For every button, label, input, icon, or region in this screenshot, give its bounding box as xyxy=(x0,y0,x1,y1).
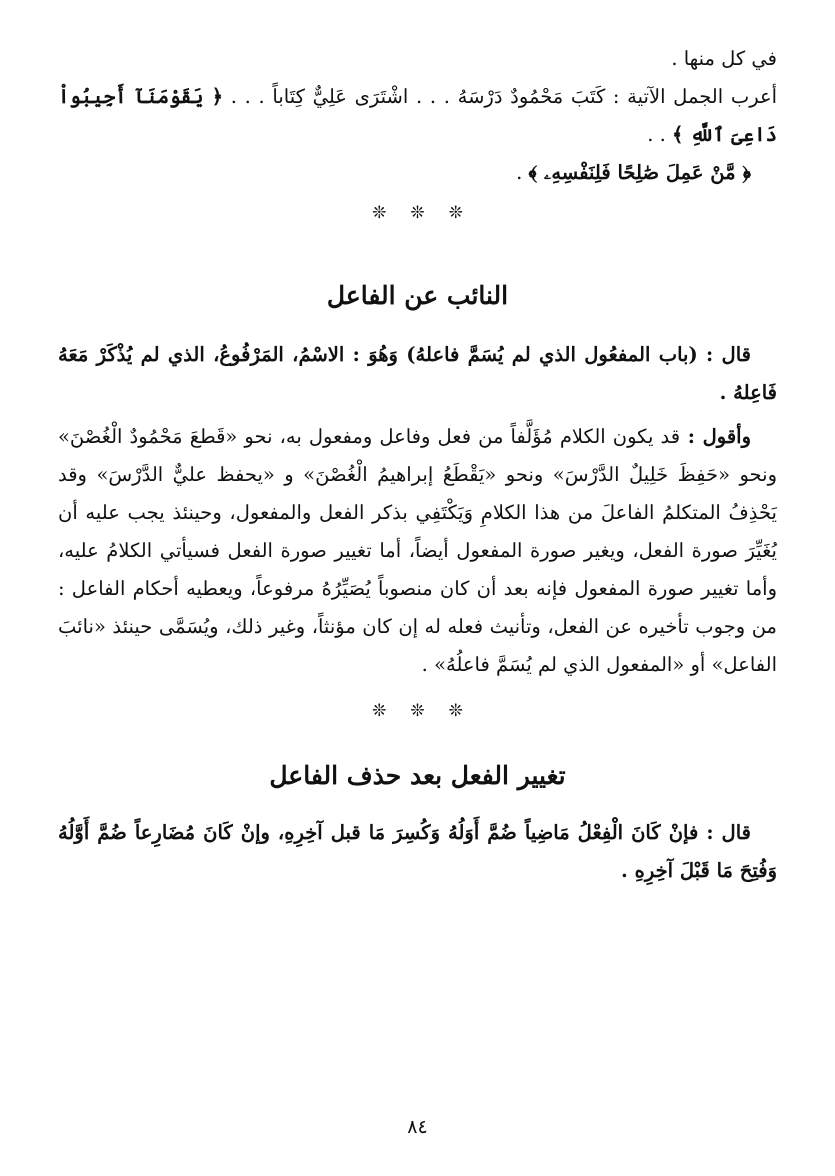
star-ornament: ❊ xyxy=(448,203,463,223)
star-ornament: ❊ xyxy=(372,203,387,223)
aqul-text: قد يكون الكلام مُؤَلَّفاً من فعل وفاعل ومفعول به، نحو «قَطعَ مَحْمُودٌ الْغُصْنَ» ونحو «حَفِظَ خَلِيلٌ الدَّرْسَ» ونحو «يَقْطَعُ إبراهيمُ الْغُصْنَ» و «يحفظ عليٌّ الدَّرْسَ» وقد يَحْذِفُ المتكلمُ الفاعلَ من هذا الكلامِ وَيَكْتَفِي بذكر الفعل والمفعول، وحينئذ يجب عليه أن يُغَيِّرَ صورة الفعل، ويغير صورة المفعول أيضاً، أما تغيير صورة الفعل فسيأتي الكلامُ عليه، وأما تغيير صورة المفعول فإنه بعد أن كان منصوباً يُصَيِّرُهُ مرفوعاً، ويعطيه أحكام الفاعل : من وجوب تأخيره عن الفعل، وتأنيث فعله له إن كان مؤنثاً، وغير ذلك، ويُسَمَّى حينئذ «نائبَ الفاعل» أو «المفعول الذي لم يُسَمَّ فاعلُهُ» . xyxy=(58,425,777,676)
section-divider xyxy=(58,196,777,230)
qal-text: فإنْ كَانَ الْفِعْلُ مَاضِياً ضُمَّ أَوَلُهُ وَكُسِرَ مَا قبل آخِرِهِ، وإنْ كَانَ مُضَارِعاً ضُمَّ أَوَّلُهُ وَفُتِحَ مَا قَبْلَ آخِرِهِ . xyxy=(58,821,777,882)
page-number: ٨٤ xyxy=(407,1116,428,1138)
section-heading: تغيير الفعل بعد حذف الفاعل xyxy=(269,761,566,790)
quran-verse-1: ﴿ يَقَوْمَنَآ أَجِيبُواْ دَاعِىَ ٱللَّهِ ﴾ xyxy=(58,85,777,146)
aqul-paragraph xyxy=(58,418,777,684)
ellipsis: . . xyxy=(647,123,673,146)
period: . xyxy=(516,161,529,184)
aqul-label: وأقول : xyxy=(680,425,751,448)
qal-label: قال : xyxy=(698,821,751,844)
exercise-paragraph xyxy=(58,78,777,154)
ellipsis: . . . xyxy=(223,85,273,108)
qal-text: (باب المفعُول الذي لم يُسَمَّ فاعلهُ) وَهُوَ : الاسْمُ، المَرْفُوعُ، الذي لم يُذْكَرْ مَعَهُ فَاعِلهُ . xyxy=(58,343,777,404)
continued-line: في كل منها . xyxy=(671,47,777,70)
quran-verse-2: ﴿ مَّنْ عَمِلَ صَٰلِحًا فَلِنَفْسِهِۦ ﴾ xyxy=(528,161,751,184)
exercise-sentence-2: اشْتَرَى عَلِيٌّ كِتَاباً xyxy=(272,85,409,108)
section-heading: النائب عن الفاعل xyxy=(326,281,509,310)
section-divider xyxy=(58,694,777,728)
exercise-line-quran-2 xyxy=(58,154,777,192)
star-ornament: ❊ xyxy=(410,203,425,223)
exercise-sentence-1: كَتَبَ مَحْمُودٌ دَرْسَهُ xyxy=(457,85,606,108)
star-ornament: ❊ xyxy=(372,701,387,721)
qal-paragraph xyxy=(58,336,777,412)
star-ornament: ❊ xyxy=(410,701,425,721)
ellipsis: . . . xyxy=(408,85,458,108)
exercise-lead: أعرب الجمل الآتية : xyxy=(605,85,778,108)
qal-paragraph xyxy=(58,814,777,890)
star-ornament: ❊ xyxy=(448,701,463,721)
qal-label: قال : xyxy=(697,343,751,366)
